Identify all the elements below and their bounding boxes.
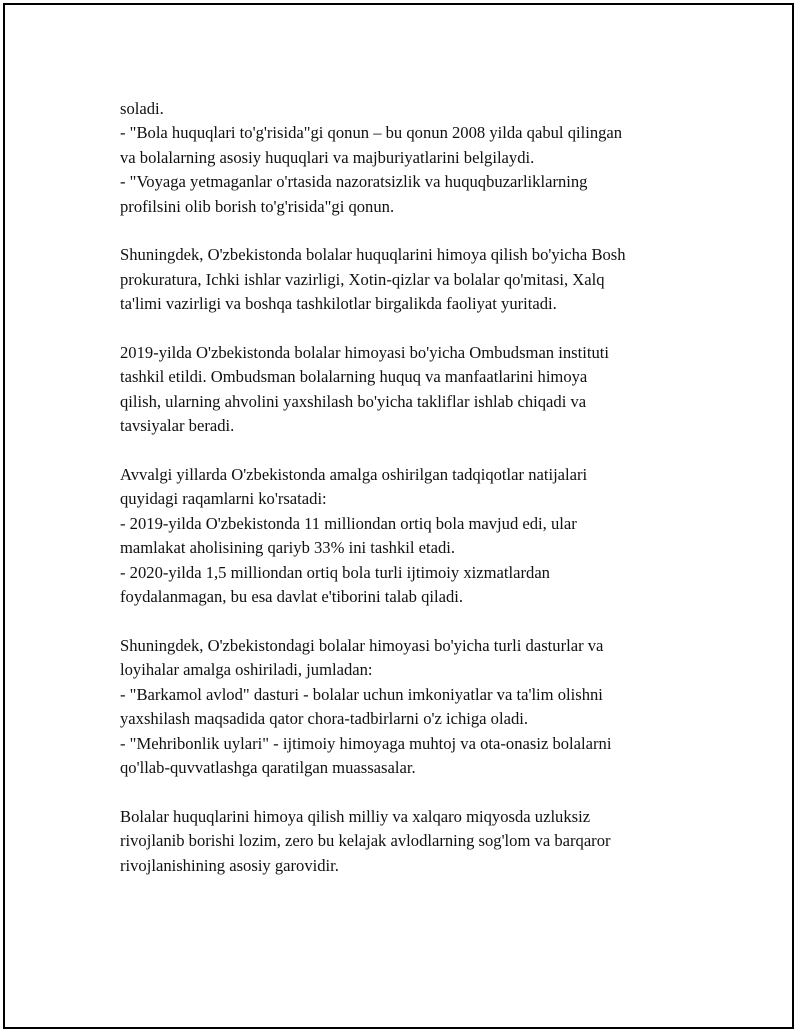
paragraph-conclusion: [120, 805, 700, 878]
text-line: rivojlanishining asosiy garovidir.: [120, 855, 339, 875]
text-line: prokuratura, Ichki ishlar vazirligi, Xotin-qizlar va bolalar qo'mitasi, Xalq: [120, 269, 605, 289]
text-line: - 2020-yilda 1,5 milliondan ortiq bola turli ijtimoiy xizmatlardan: [120, 562, 550, 582]
page-frame: [3, 3, 794, 1029]
text-line: ta'limi vazirligi va boshqa tashkilotlar birgalikda faoliyat yuritadi.: [120, 294, 557, 314]
paragraph-ombudsman: [120, 341, 700, 439]
text-line: quyidagi raqamlarni ko'rsatadi:: [120, 489, 327, 509]
text-line: - "Bola huquqlari to'g'risida"gi qonun – bu qonun 2008 yilda qabul qilingan: [120, 123, 623, 143]
paragraph-programs: [120, 634, 700, 780]
text-line: qo'llab-quvvatlashga qaratilgan muassasalar.: [120, 757, 416, 777]
text-line: qilish, ularning ahvolini yaxshilash bo'yicha takliflar ishlab chiqadi va: [120, 391, 587, 411]
text-line: foydalanmagan, bu esa davlat e'tiborini talab qiladi.: [120, 587, 464, 607]
text-line: va bolalarning asosiy huquqlari va majburiyatlarini belgilaydi.: [120, 147, 535, 167]
text-line: tashkil etildi. Ombudsman bolalarning huquq va manfaatlarini himoya: [120, 367, 588, 387]
text-line: loyihalar amalga oshiriladi, jumladan:: [120, 660, 373, 680]
document-body: [120, 97, 700, 902]
text-line: - "Voyaga yetmaganlar o'rtasida nazoratsizlik va huquqbuzarliklarning: [120, 172, 588, 192]
text-line: tavsiyalar beradi.: [120, 416, 235, 436]
paragraph-laws-continuation: [120, 97, 700, 219]
text-line: yaxshilash maqsadida qator chora-tadbirlarni o'z ichiga oladi.: [120, 709, 529, 729]
text-line: Shuningdek, O'zbekistondagi bolalar himoyasi bo'yicha turli dasturlar va: [120, 635, 604, 655]
paragraph-organizations: [120, 243, 700, 316]
text-line: 2019-yilda O'zbekistonda bolalar himoyasi bo'yicha Ombudsman instituti: [120, 343, 609, 363]
text-line: soladi.: [120, 99, 164, 118]
text-line: Shuningdek, O'zbekistonda bolalar huquqlarini himoya qilish bo'yicha Bosh: [120, 245, 626, 265]
paragraph-statistics: [120, 463, 700, 609]
text-line: - "Barkamol avlod" dasturi - bolalar uchun imkoniyatlar va ta'lim olishni: [120, 684, 603, 704]
text-line: - "Mehribonlik uylari" - ijtimoiy himoyaga muhtoj va ota-onasiz bolalarni: [120, 733, 612, 753]
text-line: Avvalgi yillarda O'zbekistonda amalga oshirilgan tadqiqotlar natijalari: [120, 465, 588, 485]
text-line: profilsini olib borish to'g'risida"gi qonun.: [120, 196, 395, 216]
text-line: rivojlanib borishi lozim, zero bu kelajak avlodlarning sog'lom va barqaror: [120, 831, 611, 851]
text-line: Bolalar huquqlarini himoya qilish milliy va xalqaro miqyosda uzluksiz: [120, 806, 591, 826]
text-line: - 2019-yilda O'zbekistonda 11 milliondan ortiq bola mavjud edi, ular: [120, 513, 577, 533]
text-line: mamlakat aholisining qariyb 33% ini tashkil etadi.: [120, 538, 456, 558]
